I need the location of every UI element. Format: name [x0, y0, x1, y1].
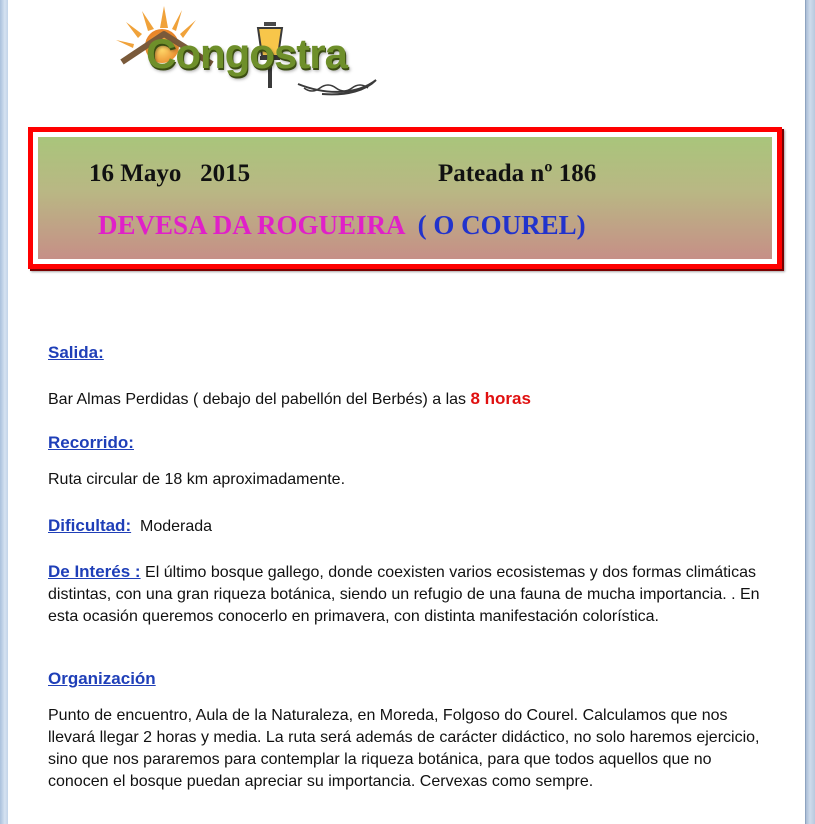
salida-label: Salida:	[48, 343, 104, 362]
section-salida	[48, 342, 768, 411]
interes-label: De Interés :	[48, 562, 141, 581]
interes-text: El último bosque gallego, donde coexisten varios ecosistemas y dos formas climáticas distintas, con una gran riqueza botánica, siendo un refugio de una fauna de mucha importancia. . En esta ocasión queremos conocerlo en primavera, con distinta manifestación colorística.	[48, 564, 760, 625]
section-interes	[48, 561, 768, 628]
salida-hour: 8 horas	[470, 389, 531, 408]
event-number: Pateada nº 186	[438, 160, 597, 187]
congostra-logo	[108, 4, 388, 100]
event-header-box	[28, 127, 782, 269]
dificultad-text: Moderada	[140, 518, 213, 535]
dificultad-label: Dificultad:	[48, 516, 132, 535]
section-recorrido	[48, 432, 768, 491]
section-dificultad	[48, 515, 768, 538]
logo-text: Congostra	[146, 30, 347, 77]
event-header-background	[38, 137, 772, 259]
organizacion-label: Organización	[48, 669, 156, 688]
salida-text: Bar Almas Perdidas ( debajo del pabellón del Berbés) a las	[48, 391, 467, 408]
event-title	[98, 210, 586, 241]
event-date: 16 Mayo 2015	[89, 160, 251, 187]
event-region: ( O COUREL)	[417, 210, 586, 240]
section-organizacion	[48, 668, 768, 793]
organizacion-text: Punto de encuentro, Aula de la Naturaleza, en Moreda, Folgoso do Courel. Calculamos que nos llevará llegar 2 horas y media. La ruta será además de carácter didáctico, no solo haremos ejercicio, sino que nos pararemos para contemplar la riqueza botánica, para que todos aquellos que no conocen el bosque puedan apreciar su importancia. Cervexas como sempre.	[48, 707, 760, 790]
document-page	[8, 0, 806, 824]
recorrido-text: Ruta circular de 18 km aproximadamente.	[48, 471, 346, 488]
window-frame-left	[0, 0, 8, 824]
recorrido-label: Recorrido:	[48, 433, 134, 452]
window-frame-right	[805, 0, 815, 824]
event-place: DEVESA DA ROGUEIRA	[98, 210, 405, 240]
